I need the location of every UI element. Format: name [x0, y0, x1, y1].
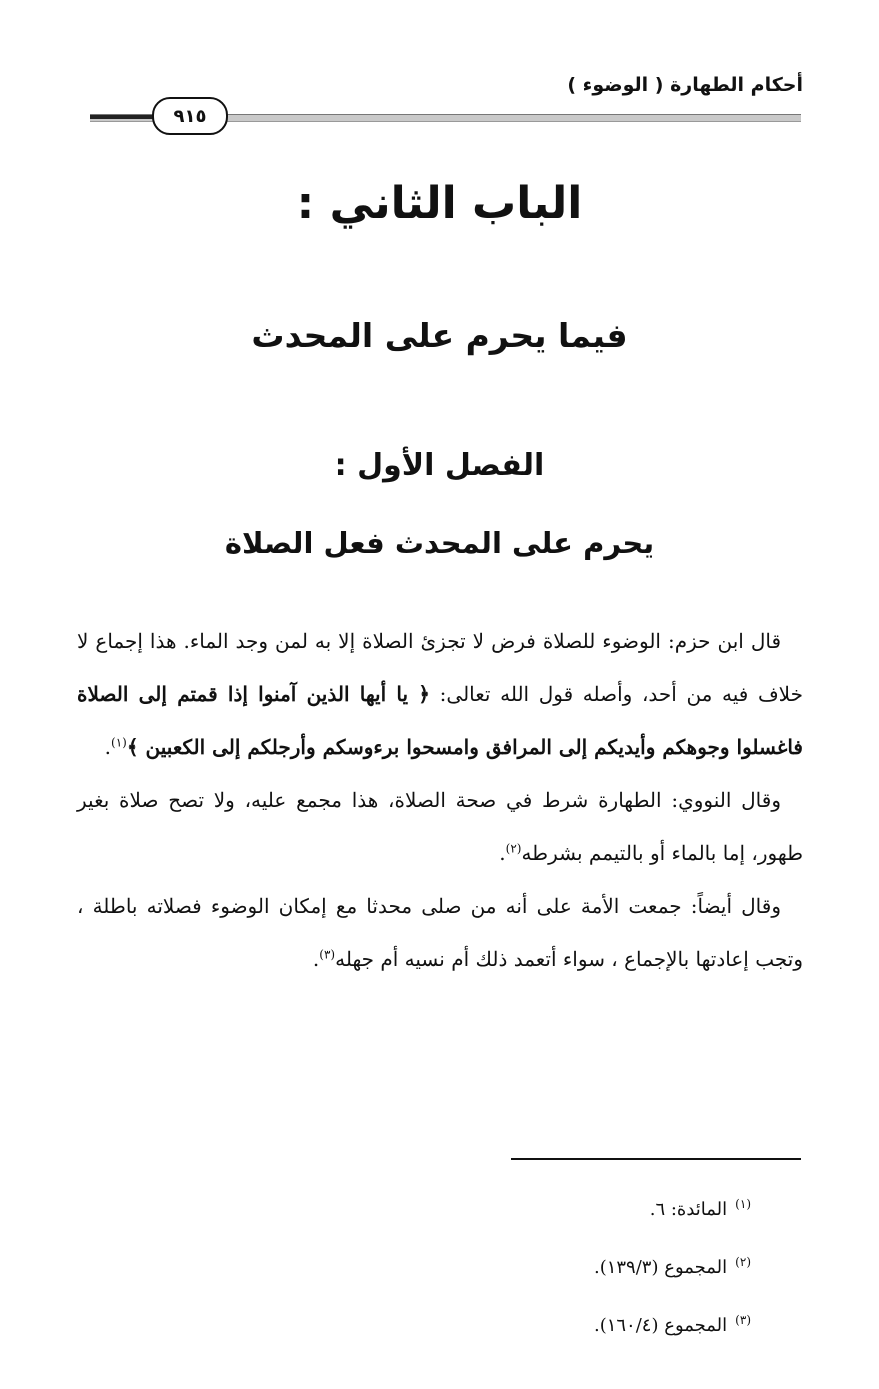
paragraph-3-end: .	[312, 947, 320, 971]
footnote-1	[594, 1178, 751, 1236]
footnote-ref-3[interactable]: (٣)	[319, 947, 336, 962]
chapter-subtitle: فيما يحرم على المحدث	[251, 316, 628, 355]
footnote-mark: (٢)	[735, 1255, 751, 1269]
footnote-mark: (١)	[735, 1197, 751, 1211]
footnote-2	[594, 1236, 751, 1294]
header-rule-accent	[90, 115, 160, 119]
section-subtitle: يحرم على المحدث فعل الصلاة	[224, 526, 655, 560]
paragraph-1	[77, 615, 803, 774]
footnote-3	[594, 1294, 751, 1352]
footnote-ref-1[interactable]: (١)	[111, 735, 127, 750]
paragraph-2-text: وقال النووي: الطهارة شرط في صحة الصلاة، هذا مجمع عليه، ولا تصح صلاة بغير طهور، إما بالماء أو بالتيمم بشرطه	[77, 788, 803, 865]
paragraph-3	[77, 880, 803, 986]
page-number	[152, 97, 228, 135]
paragraph-2-end: .	[499, 841, 506, 865]
paragraph-1-text: قال ابن حزم: الوضوء للصلاة فرض لا تجزئ الصلاة إلا به لمن وجد الماء. هذا إجماع لا خلاف فيه من أحد، وأصله قول الله تعالى:	[77, 629, 803, 706]
footnote-ref-2[interactable]: (٢)	[505, 841, 522, 856]
page-number-text: ٩١٥	[173, 105, 207, 127]
body-text	[77, 615, 803, 986]
paragraph-2	[77, 774, 803, 880]
quran-verse: ﴿ يا أيها الذين آمنوا إذا قمتم إلى الصلاة فاغسلوا وجوهكم وأيديكم إلى المرافق وامسحوا برءوسكم وأرجلكم إلى الكعبين ﴾	[77, 682, 803, 759]
footnote-text: المجموع (١٦٠/٤).	[593, 1315, 728, 1336]
paragraph-1-end: .	[104, 735, 112, 759]
footnote-separator	[511, 1158, 801, 1160]
footnote-text: المجموع (١٣٩/٣).	[593, 1257, 728, 1278]
footnotes	[594, 1178, 751, 1352]
footnote-mark: (٣)	[735, 1313, 751, 1327]
paragraph-3-text: وقال أيضاً: جمعت الأمة على أنه من صلى محدثا مع إمكان الوضوء فصلاته باطلة ، وتجب إعادتها بالإجماع ، سواء أتعمد ذلك أم نسيه أم جهله	[77, 894, 803, 971]
chapter-title: الباب الثاني :	[296, 178, 583, 229]
section-title: الفصل الأول :	[334, 448, 545, 483]
footnote-text: المائدة: ٦.	[649, 1199, 728, 1220]
running-title: أحكام الطهارة ( الوضوء )	[567, 74, 803, 96]
